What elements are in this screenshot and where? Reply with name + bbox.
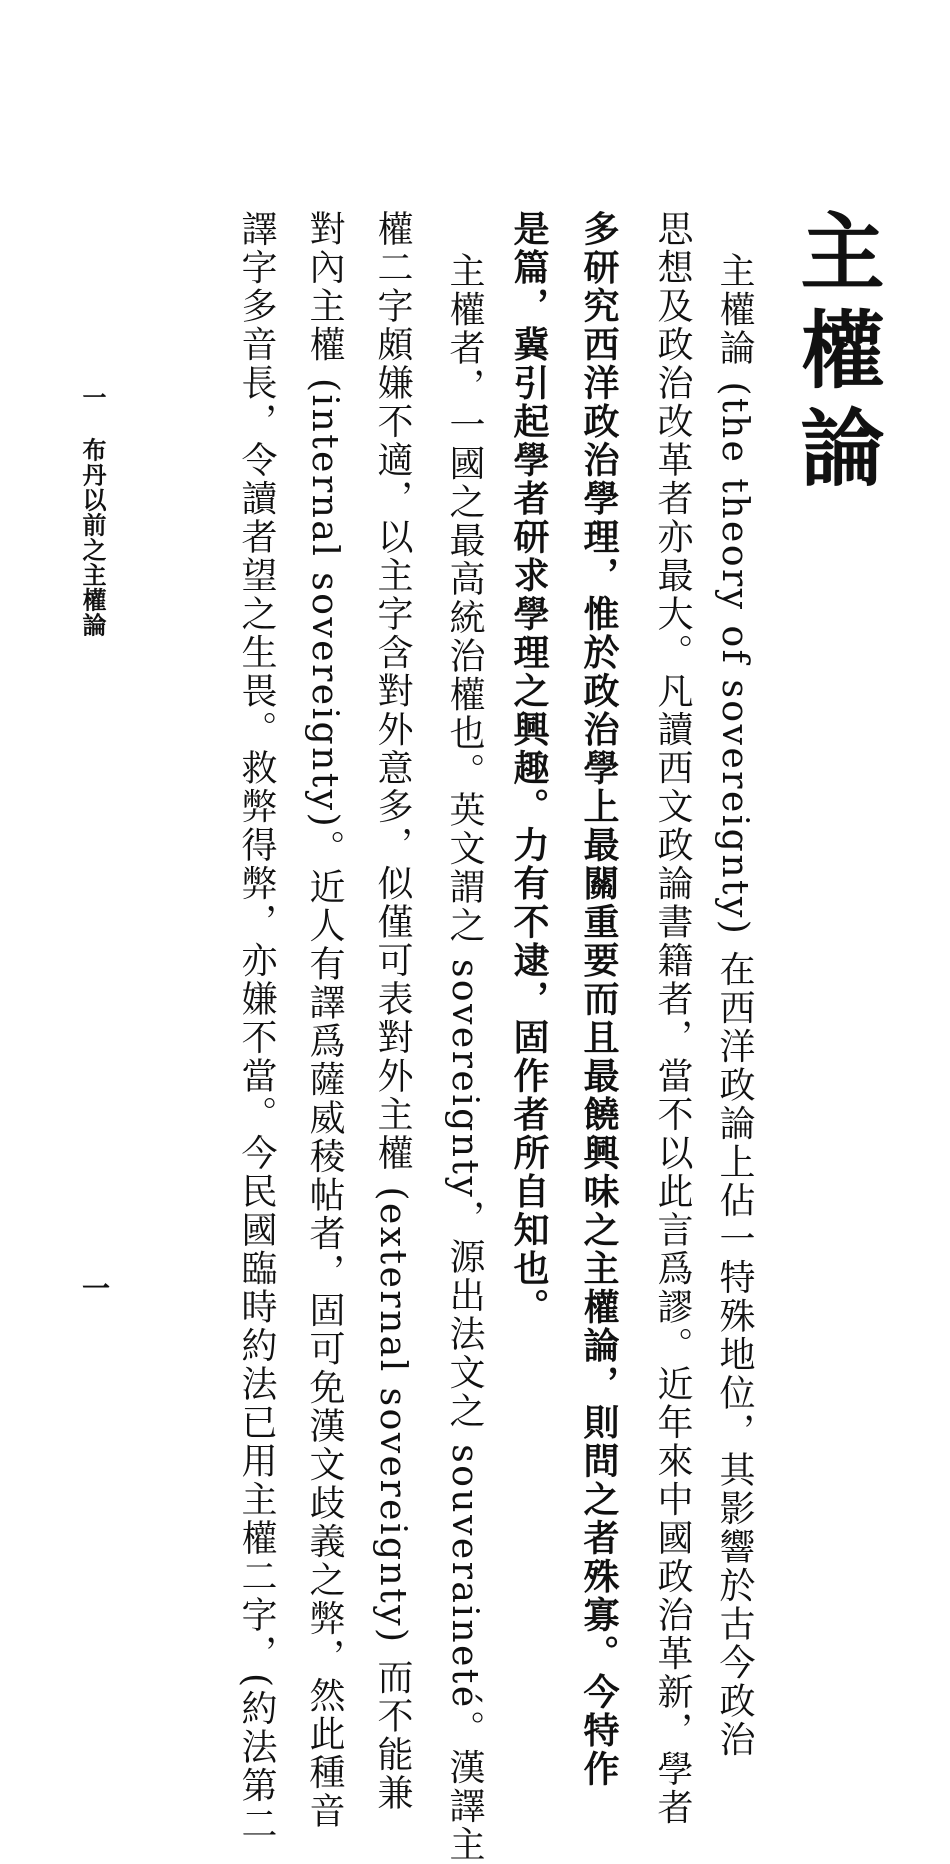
chapter-title: 布丹以前之主權論 bbox=[78, 437, 107, 638]
page-number: 一 bbox=[82, 1272, 111, 1305]
page-title: 主權論 bbox=[787, 208, 886, 502]
body-line-5: 主權者，一國之最高統治權也。英文謂之 sovereignty，源出法文之 souveraineté。漢譯主 bbox=[444, 252, 485, 1864]
body-line-8: 譯字多音長，令讀者望之生畏。救弊得弊，亦嫌不當。今民國臨時約法已用主權二字，(約法第二 bbox=[236, 210, 277, 1844]
body-line-1: 主權論 (the theory of sovereignty) 在西洋政論上佔一特殊地位，其影響於古今政治 bbox=[714, 252, 755, 1759]
chapter-number: 一 bbox=[78, 385, 107, 410]
body-line-6: 權二字頗嫌不適，以主字含對外意多，似僅可表對外主權 (external sovereignty) 而不能兼 bbox=[372, 210, 413, 1813]
body-line-7: 對內主權 (internal sovereignty)。近人有譯爲薩威稜帖者，固可免漢文歧義之弊，然此種音 bbox=[304, 210, 345, 1831]
body-line-4: 是篇，冀引起學者研求學理之興趣。力有不逮，固作者所自知也。 bbox=[508, 210, 550, 1327]
body-line-2: 思想及政治改革者亦最大。凡讀西文政論書籍者，當不以此言爲謬。近年來中國政治革新，學者 bbox=[652, 210, 693, 1827]
running-head bbox=[78, 385, 107, 638]
body-line-3: 多研究西洋政治學理，惟於政治學上最關重要而且最饒興味之主權論，則問之者殊寡。今特作 bbox=[578, 210, 620, 1789]
